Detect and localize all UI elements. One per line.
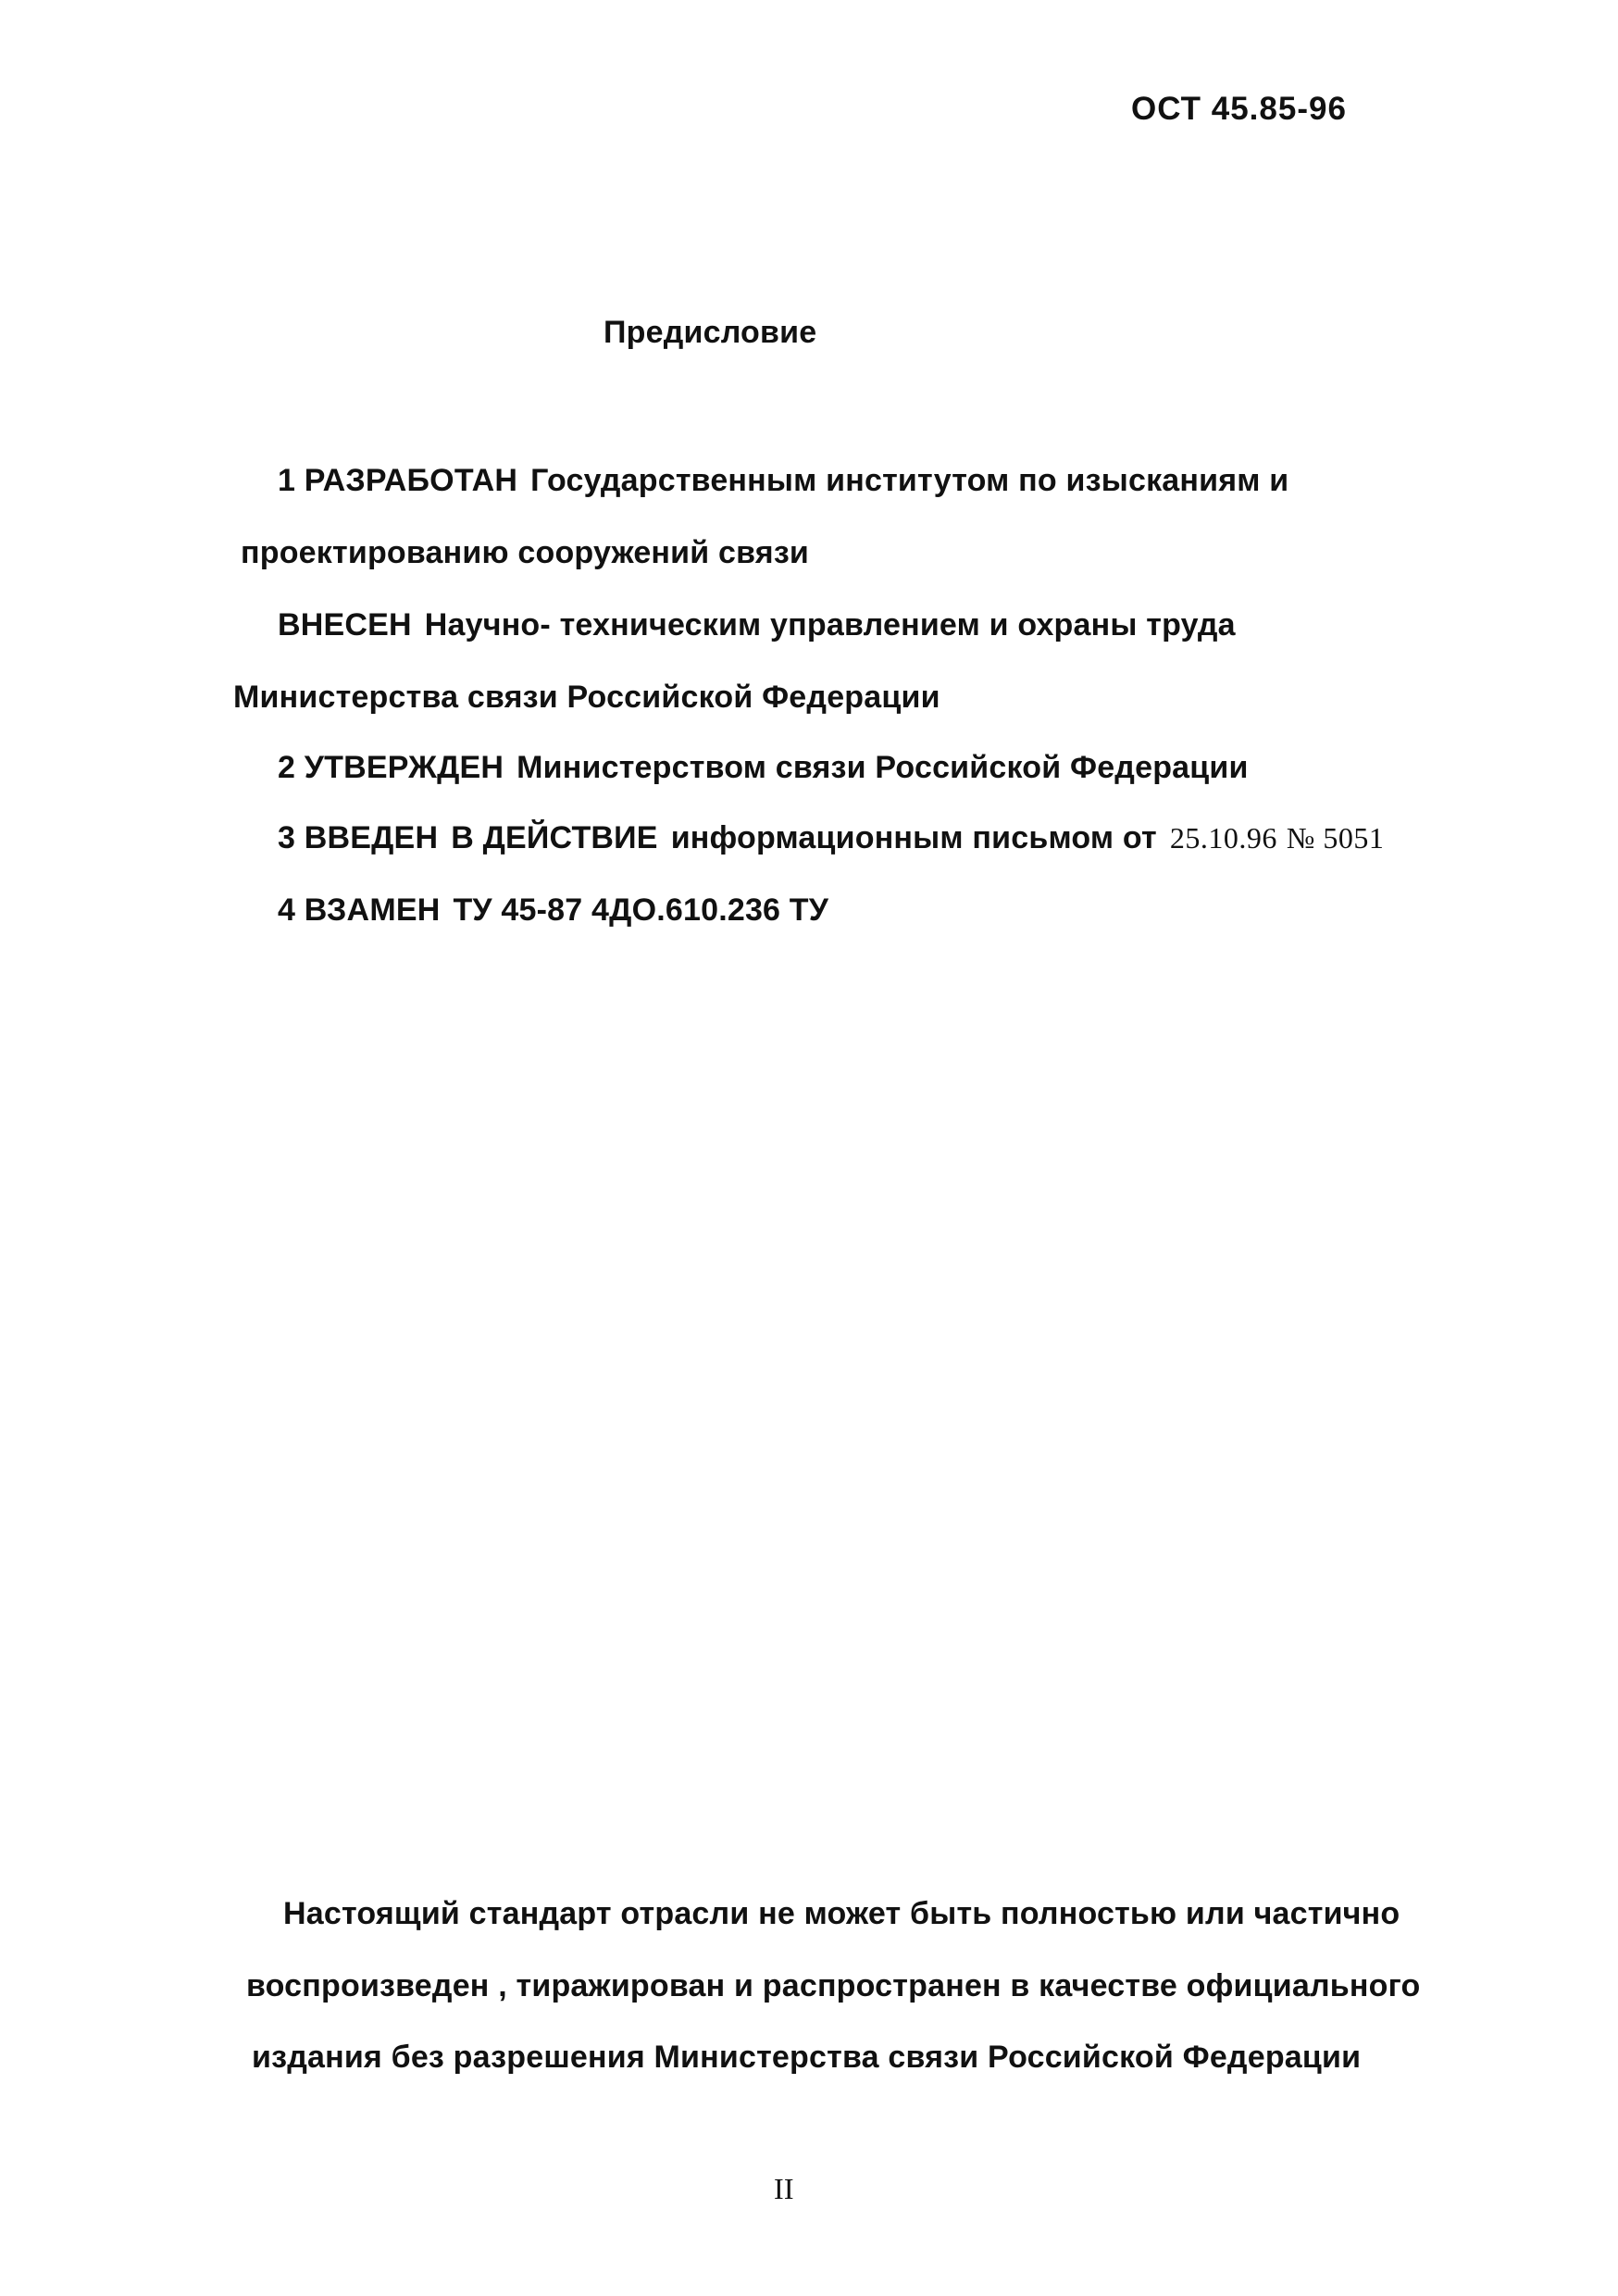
item-1-text: Государственным институтом по изысканиям и bbox=[530, 463, 1289, 498]
notice-line-2: воспроизведен , тиражирован и распространен в качестве официального bbox=[246, 1968, 1421, 2003]
item-2-text: Министерством связи Российской Федерации bbox=[517, 750, 1249, 785]
vnesen-line-1 bbox=[278, 609, 1236, 641]
item-2-label: 2 УТВЕРЖДЕН bbox=[278, 750, 504, 785]
item-1-line-2: проектированию сооружений связи bbox=[241, 535, 810, 570]
notice-line-3: издания без разрешения Министерства связи Российской Федерации bbox=[252, 2040, 1362, 2075]
item-3-number: № 5051 bbox=[1286, 821, 1385, 855]
item-3-label-a: 3 ВВЕДЕН bbox=[278, 820, 439, 855]
item-3-date: 25.10.96 bbox=[1169, 821, 1277, 855]
item-3-label-b: В ДЕЙСТВИЕ bbox=[451, 820, 658, 855]
item-1-label: 1 РАЗРАБОТАН bbox=[278, 463, 518, 498]
item-2-line bbox=[278, 752, 1249, 783]
item-1-line-1 bbox=[278, 465, 1288, 496]
vnesen-text: Научно- техническим управлением и охраны труда bbox=[424, 607, 1236, 643]
item-4-label: 4 ВЗАМЕН bbox=[278, 892, 441, 928]
vnesen-label: ВНЕСЕН bbox=[278, 607, 412, 643]
item-3-text: информационным письмом от bbox=[670, 820, 1157, 855]
item-3-line bbox=[278, 822, 1384, 854]
vnesen-line-2: Министерства связи Российской Федерации bbox=[233, 680, 940, 715]
notice-line-1: Настоящий стандарт отрасли не может быть полностью или частично bbox=[283, 1896, 1400, 1931]
item-4-line bbox=[278, 894, 828, 926]
document-code: ОСТ 45.85-96 bbox=[1131, 91, 1347, 127]
section-title: Предисловие bbox=[604, 315, 817, 350]
page-number: II bbox=[774, 2172, 794, 2205]
item-4-text: ТУ 45-87 4ДО.610.236 ТУ bbox=[453, 892, 829, 928]
